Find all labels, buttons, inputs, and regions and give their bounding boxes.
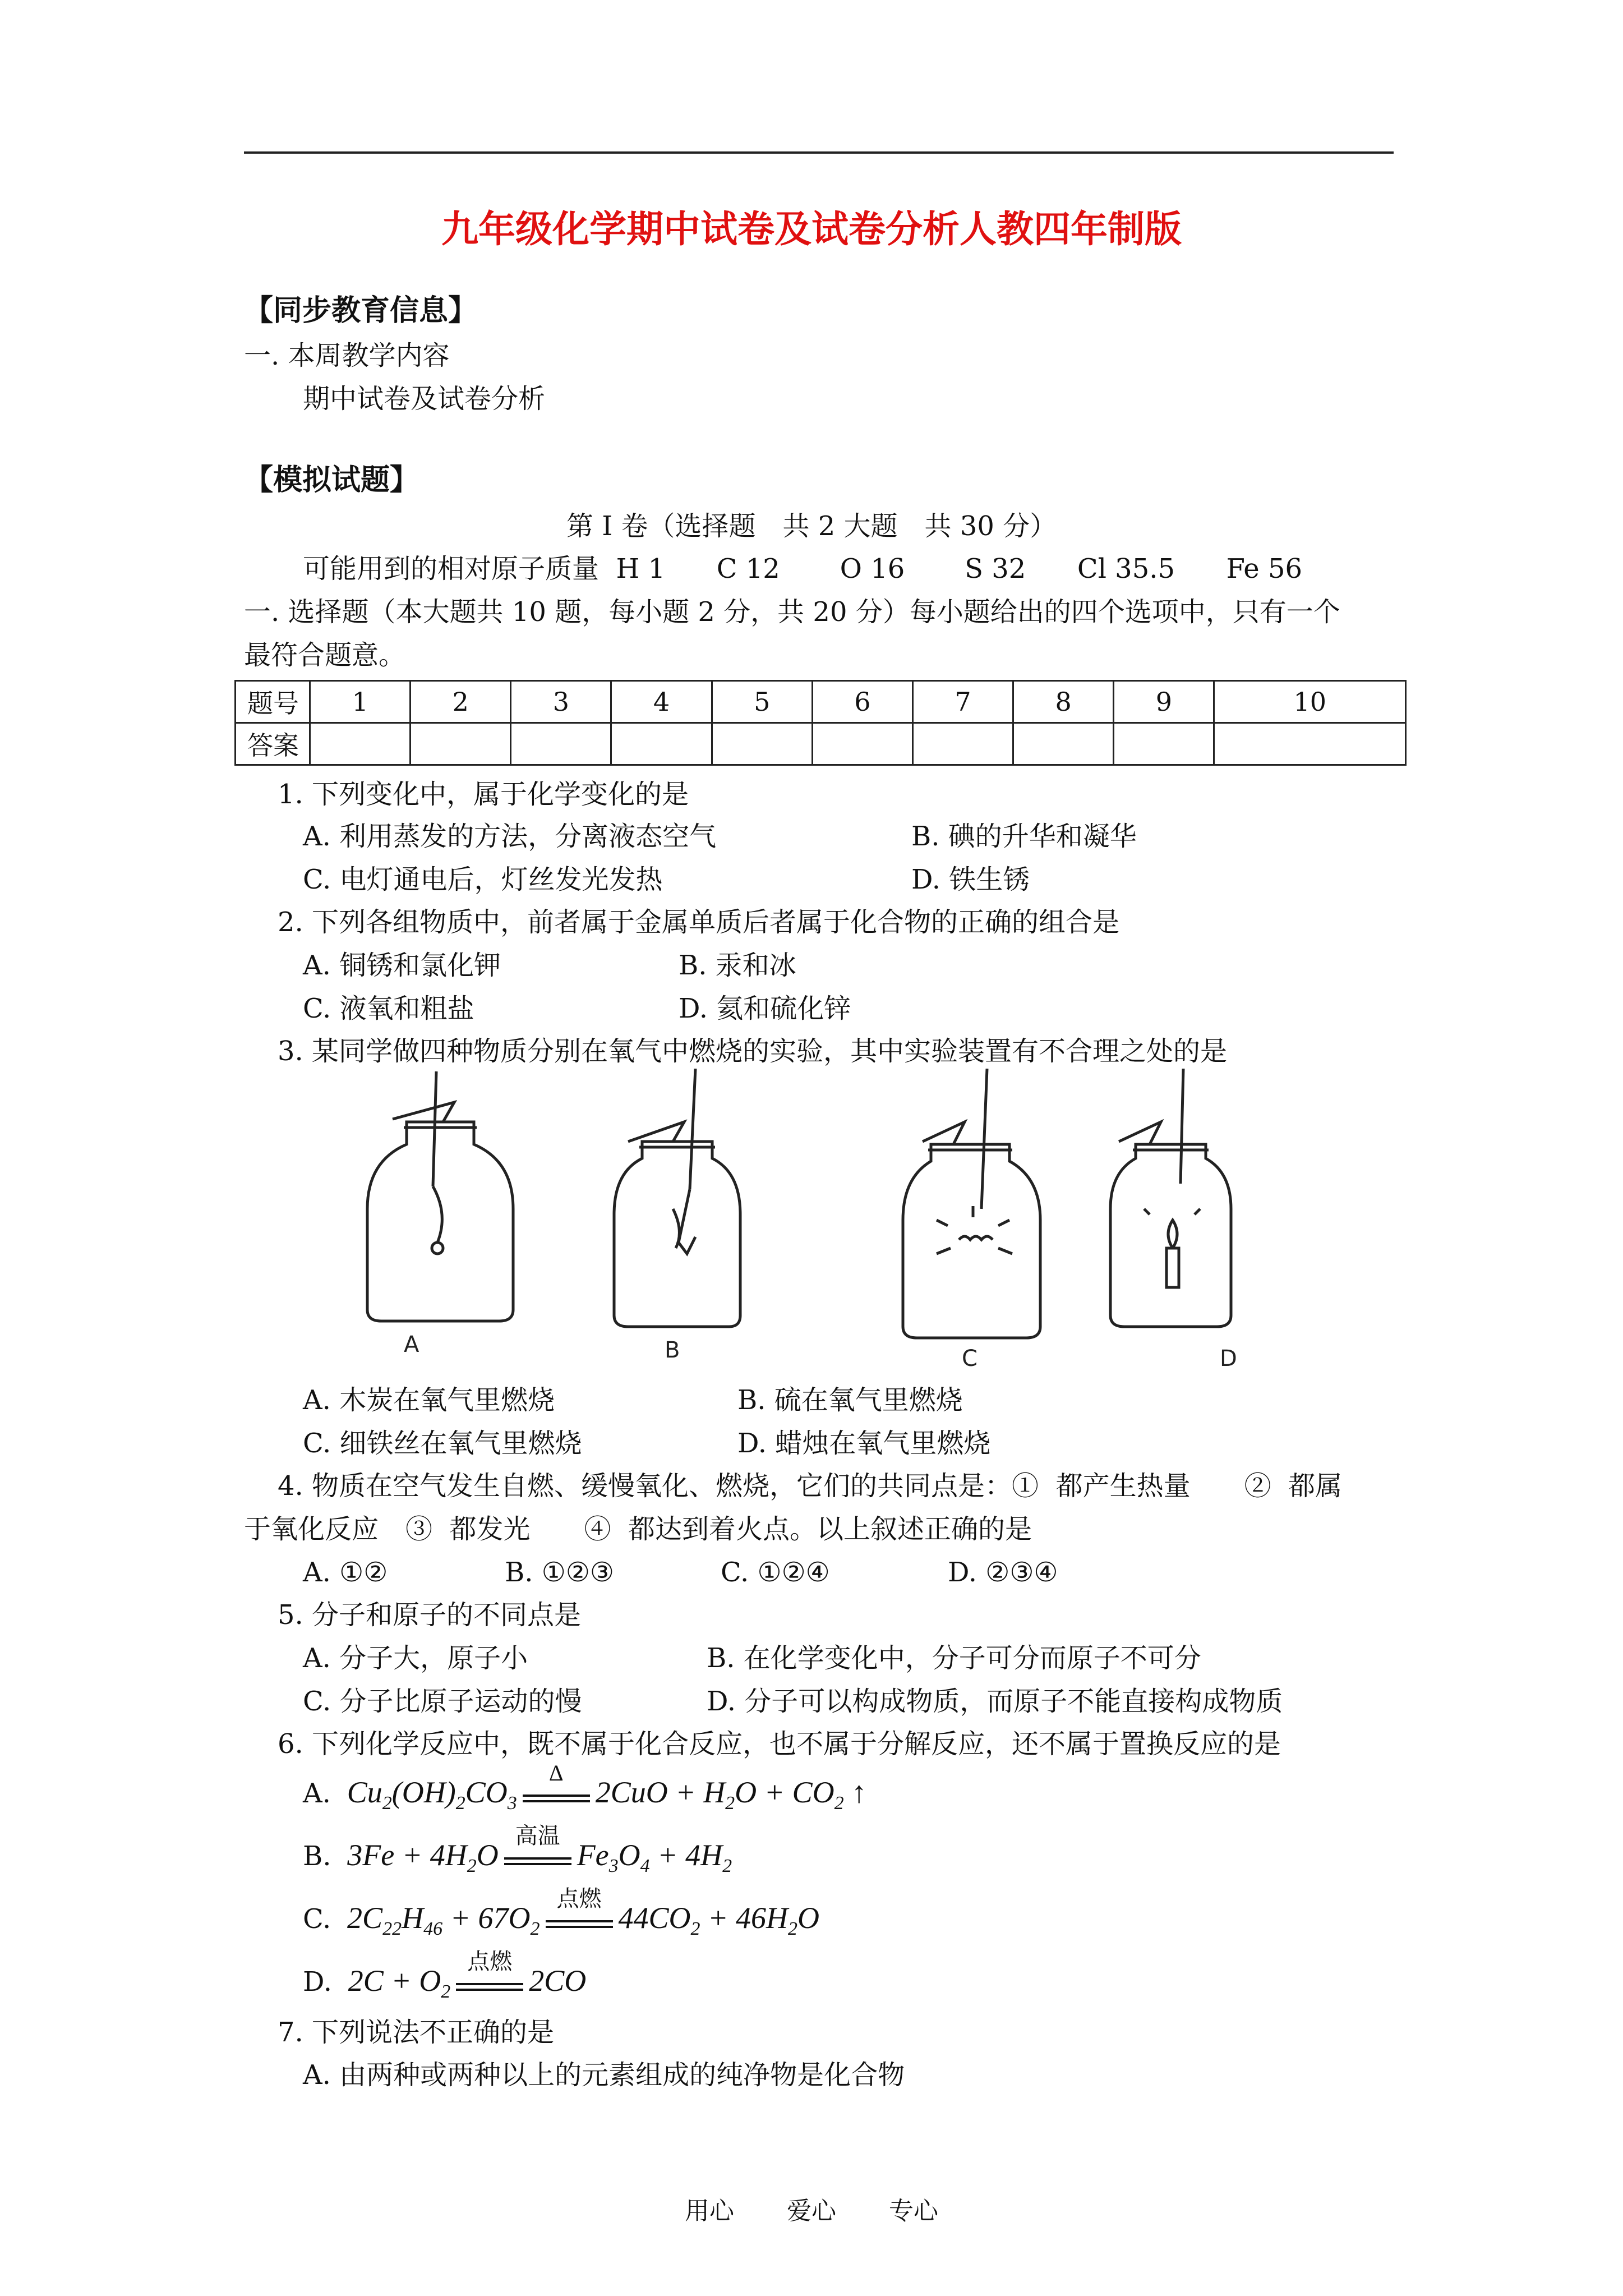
footer-text: 用心	[685, 2197, 734, 2225]
q1-option-b: B. 碘的升华和凝华	[911, 821, 1137, 852]
section-intro-cont: 最符合题意。	[244, 639, 406, 671]
q7-option-a: A. 由两种或两种以上的元素组成的纯净物是化合物	[303, 2059, 905, 2091]
q6-b-label: B.	[303, 1841, 331, 1872]
q1-option-d: D. 铁生锈	[911, 864, 1030, 895]
equation-a: $Cu_2(OH)_2CO_3$ Δ $2CuO + H_2O + CO_2$ ↑	[339, 1775, 866, 1809]
table-cell: 1	[310, 681, 411, 723]
footer-text: 专心	[889, 2197, 938, 2225]
q1-option-a: A. 利用蒸发的方法，分离液态空气	[303, 821, 717, 852]
q3-stem: 3. 某同学做四种物质分别在氧气中燃烧的实验，其中实验装置有不合理之处的是	[278, 1036, 1228, 1067]
table-cell: 9	[1114, 681, 1214, 723]
bottle-b-icon	[614, 1069, 740, 1327]
q4-stem-cont: 于氧化反应 ③ 都发光 ④ 都达到着火点。以上叙述正确的是	[244, 1513, 1032, 1545]
part-title: 第 I 卷（选择题 共 2 大题 共 30 分）	[566, 510, 1057, 542]
info-section: 一. 本周教学内容	[244, 340, 450, 371]
answer-cell[interactable]	[310, 723, 411, 765]
q6-option-b	[303, 1823, 732, 1879]
info-heading: 【同步教育信息】	[244, 293, 478, 328]
answer-cell[interactable]	[611, 723, 712, 765]
table-cell: 6	[812, 681, 912, 723]
table-cell: 5	[712, 681, 812, 723]
q4-option-d: D. ②③④	[948, 1557, 1058, 1588]
q6-option-d	[303, 1949, 587, 2004]
bottle-c-icon	[903, 1069, 1040, 1338]
table-cell: 8	[1013, 681, 1114, 723]
q2-option-b: B. 汞和冰	[679, 950, 796, 981]
bottle-d-icon	[1110, 1069, 1231, 1327]
q2-option-a: A. 铜锈和氯化钾	[303, 950, 501, 981]
table-header-cell: 题号	[236, 681, 310, 723]
q7-stem: 7. 下列说法不正确的是	[278, 2017, 555, 2048]
q3-option-c: C. 细铁丝在氧气里燃烧	[303, 1428, 582, 1459]
footer-text: 爱心	[787, 2197, 836, 2225]
table-cell: 4	[611, 681, 712, 723]
table-cell: 10	[1214, 681, 1406, 723]
answer-cell[interactable]	[812, 723, 912, 765]
q6-c-label: C.	[303, 1903, 331, 1935]
table-cell: 7	[912, 681, 1013, 723]
q4-option-a: A. ①②	[303, 1557, 388, 1588]
page-footer	[0, 2191, 1623, 2226]
equation-c: $2C_{22}H_{46} + 67O_2$ 点燃 $44CO_2 + 46H_2O$	[340, 1901, 819, 1935]
q4-stem: 4. 物质在空气发生自燃、缓慢氧化、燃烧，它们的共同点是：① 都产生热量 ② 都属	[278, 1470, 1343, 1502]
q2-option-c: C. 液氧和粗盐	[303, 993, 474, 1024]
answer-cell[interactable]	[511, 723, 611, 765]
table-cell: 3	[511, 681, 611, 723]
answer-cell[interactable]	[411, 723, 511, 765]
table-header-cell: 答案	[236, 723, 310, 765]
answer-table	[234, 680, 1407, 766]
atomic-masses: 可能用到的相对原子质量 H 1 C 12 O 16 S 32 Cl 35.5 Fe 56	[303, 553, 1303, 585]
q5-stem: 5. 分子和原子的不同点是	[278, 1599, 582, 1631]
answer-cell[interactable]	[1214, 723, 1406, 765]
fig-label-b: B	[665, 1337, 680, 1363]
q6-option-a	[303, 1760, 867, 1816]
info-content: 期中试卷及试卷分析	[303, 383, 546, 415]
condition-ignite: 点燃	[467, 1949, 513, 1974]
section-intro: 一. 选择题（本大题共 10 题，每小题 2 分，共 20 分）每小题给出的四个选项中，只有一个	[244, 596, 1340, 628]
condition-heat: Δ	[548, 1760, 564, 1786]
q3-option-a: A. 木炭在氧气里燃烧	[303, 1384, 555, 1416]
page-title: 九年级化学期中试卷及试卷分析人教四年制版	[441, 208, 1182, 251]
answer-cell[interactable]	[712, 723, 812, 765]
equation-b: $3Fe + 4H_2O$ 高温 $Fe_3O_4 + 4H_2$	[340, 1838, 732, 1872]
q6-a-label: A.	[303, 1778, 331, 1809]
q4-option-c: C. ①②④	[721, 1557, 830, 1588]
answer-cell[interactable]	[1114, 723, 1214, 765]
q2-option-d: D. 氦和硫化锌	[679, 993, 851, 1024]
fig-label-c: C	[962, 1346, 978, 1372]
q1-stem: 1. 下列变化中，属于化学变化的是	[278, 779, 689, 810]
condition-high-temp: 高温	[515, 1823, 560, 1848]
q6-stem: 6. 下列化学反应中，既不属于化合反应，也不属于分解反应，还不属于置换反应的是	[278, 1728, 1281, 1760]
exam-heading: 【模拟试题】	[244, 463, 419, 497]
q3-option-b: B. 硫在氧气里燃烧	[737, 1384, 963, 1416]
q5-option-d: D. 分子可以构成物质，而原子不能直接构成物质	[707, 1686, 1283, 1717]
q6-d-label: D.	[303, 1966, 333, 1998]
q3-option-d: D. 蜡烛在氧气里燃烧	[737, 1428, 991, 1459]
fig-label-a: A	[404, 1332, 419, 1358]
table-row	[236, 681, 1406, 723]
q5-option-b: B. 在化学变化中，分子可分而原子不可分	[707, 1642, 1201, 1674]
answer-cell[interactable]	[912, 723, 1013, 765]
q6-option-c	[303, 1886, 819, 1941]
q2-stem: 2. 下列各组物质中，前者属于金属单质后者属于化合物的正确的组合是	[278, 907, 1120, 938]
experiment-figure	[336, 1069, 1290, 1383]
table-cell: 2	[411, 681, 511, 723]
q1-option-c: C. 电灯通电后，灯丝发光发热	[303, 864, 663, 895]
fig-label-d: D	[1220, 1346, 1237, 1372]
q5-option-a: A. 分子大，原子小	[303, 1642, 528, 1674]
equation-d: $2C + O_2$ 点燃 2CO	[340, 1964, 586, 1998]
answer-cell[interactable]	[1013, 723, 1114, 765]
bottle-a-icon	[367, 1071, 513, 1321]
q5-option-c: C. 分子比原子运动的慢	[303, 1686, 582, 1717]
header-rule	[244, 151, 1394, 154]
q4-option-b: B. ①②③	[505, 1557, 614, 1588]
table-row	[236, 723, 1406, 765]
condition-ignite: 点燃	[556, 1886, 602, 1911]
